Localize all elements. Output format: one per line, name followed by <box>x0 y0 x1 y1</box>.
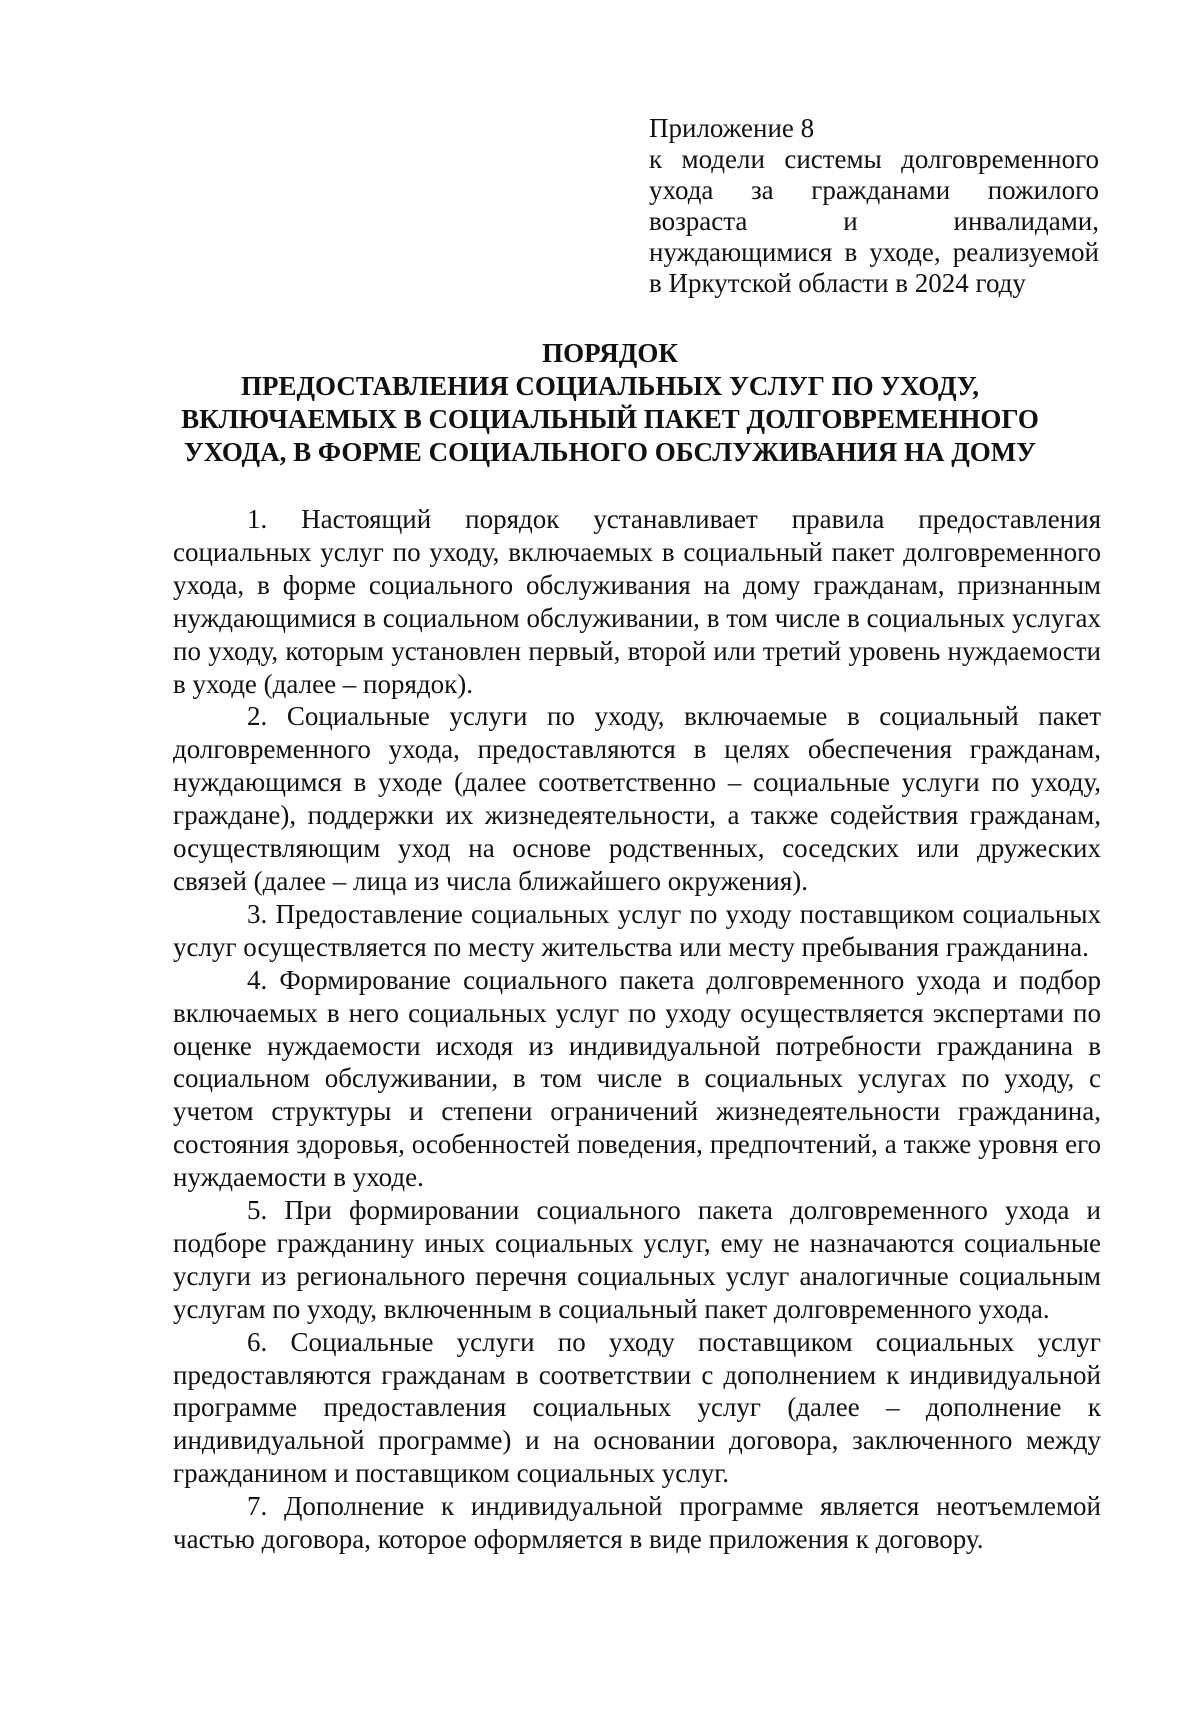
document-heading <box>150 337 1070 469</box>
heading-line: ПРЕДОСТАВЛЕНИЯ СОЦИАЛЬНЫХ УСЛУГ ПО УХОДУ, <box>240 371 980 401</box>
document-body <box>173 503 1101 1556</box>
appendix-note <box>649 113 1099 299</box>
paragraph-6: 6. Социальные услуги по уходу поставщиком социальных услуг предоставляются гражданам в соответствии с дополнением к индивидуальной программе предоставления социальных услуг (далее – дополнение к индивидуальной программе) и на основании договора, заключенного между гражданином и поставщиком социальных услуг. <box>173 1326 1101 1489</box>
paragraph-1: 1. Настоящий порядок устанавливает правила предоставления социальных услуг по уходу, включаемых в социальный пакет долговременного ухода, в форме социального обслуживания на дому гражданам, признанным нуждающимися в социальном обслуживании, в том числе в социальных услугах по уходу, которым установлен первый, второй или третий уровень нуждаемости в уходе (далее – порядок). <box>173 504 1101 699</box>
paragraph-3: 3. Предоставление социальных услуг по уходу поставщиком социальных услуг осуществляется по месту жительства или месту пребывания гражданина. <box>173 898 1101 962</box>
paragraph-5: 5. При формировании социального пакета долговременного ухода и подборе гражданину иных социальных услуг, ему не назначаются социальные услуги из регионального перечня социальных услуг аналогичные социальным услугам по уходу, включенным в социальный пакет долговременного ухода. <box>173 1195 1101 1324</box>
paragraph-2: 2. Социальные услуги по уходу, включаемые в социальный пакет долговременного ухода, предоставляются в целях обеспечения гражданам, нуждающимся в уходе (далее соответственно – социальные услуги по уходу, граждане), поддержки их жизнедеятельности, а также содействия гражданам, осуществляющим уход на основе родственных, соседских или дружеских связей (далее – лица из числа ближайшего окружения). <box>173 701 1101 896</box>
heading-line: ПОРЯДОК <box>542 338 678 368</box>
heading-line: ВКЛЮЧАЕМЫХ В СОЦИАЛЬНЫЙ ПАКЕТ ДОЛГОВРЕМЕННОГО <box>181 404 1039 434</box>
paragraph-4: 4. Формирование социального пакета долговременного ухода и подбор включаемых в него социальных услуг по уходу осуществляется экспертами по оценке нуждаемости исходя из индивидуальной потребности гражданина в социальном обслуживании, в том числе в социальных услугах по уходу, с учетом структуры и степени ограничений жизнедеятельности гражданина, состояния здоровья, особенностей поведения, предпочтений, а также уровня его нуждаемости в уходе. <box>173 964 1101 1193</box>
paragraph-7: 7. Дополнение к индивидуальной программе является неотъемлемой частью договора, которое оформляется в виде приложения к договору. <box>173 1491 1101 1555</box>
appendix-title: Приложение 8 <box>649 113 815 143</box>
appendix-body: к модели системы долговременного ухода за гражданами пожилого возраста и инвалидами, нуждающимися в уходе, реализуемой в Иркутской области в 2024 году <box>649 144 1099 298</box>
heading-line: УХОДА, В ФОРМЕ СОЦИАЛЬНОГО ОБСЛУЖИВАНИЯ НА ДОМУ <box>183 437 1037 467</box>
